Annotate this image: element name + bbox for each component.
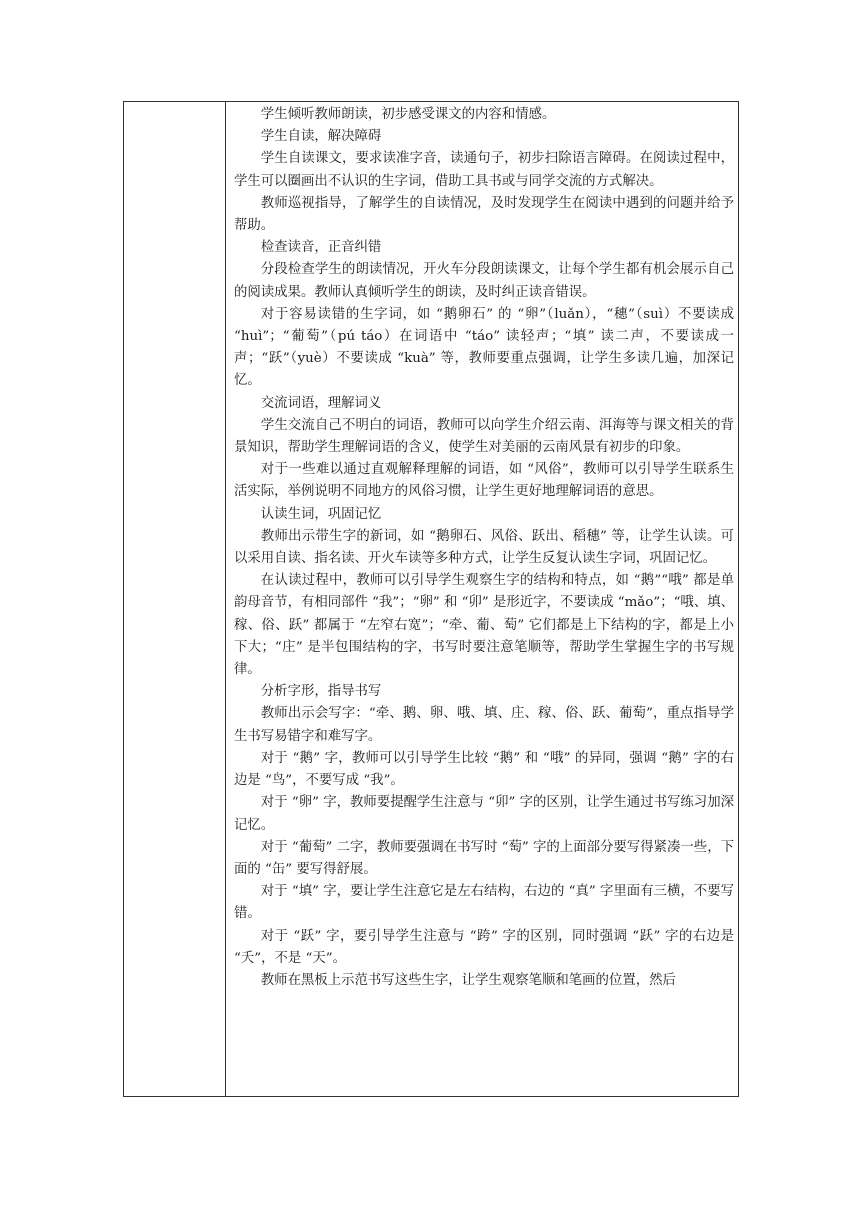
paragraph: 对于 “跃” 字，要引导学生注意与 “跨” 字的区别，同时强调 “跃” 字的右边是 “夭”，不是 “天”。 <box>234 928 734 966</box>
paragraph: 对于 “鹅” 字，教师可以引导学生比较 “鹅” 和 “哦” 的异同，强调 “鹅” 字的右边是 “鸟”，不要写成 “我”。 <box>234 750 734 789</box>
section-heading: 认读生词，巩固记忆 <box>260 506 382 522</box>
paragraph: 对于 “卵” 字，教师要提醒学生注意与 “卯” 字的区别，让学生通过书写练习加深记忆。 <box>234 795 734 833</box>
table-row <box>124 102 739 1097</box>
section-heading: 学生自读，解决障碍 <box>260 129 382 145</box>
section-heading: 交流词语，理解词义 <box>260 395 382 411</box>
paragraph: 对于容易读错的生字词，如 “鹅卵石” 的 “卵”（luǎn），“穗”（suì）不要读成 “huì”；“葡萄”（pú táo）在词语中 “táo” 读轻声；“填” 读二声，不要读成一声；“跃”（yuè）不要读成 “kuà” 等，教师要重点强调，让学生多读几遍，加深记忆。 <box>234 306 734 389</box>
section-heading: 检查读音，正音纠错 <box>260 240 382 256</box>
paragraph: 在认读过程中，教师可以引导学生观察生字的结构和特点，如 “鹅”“哦” 都是单韵母音节，有相同部件 “我”；“卵” 和 “卯” 是形近字，不要读成 “mǎo”；“哦、填、稼、俗、跃” 都属于 “左窄右宽”；“牵、葡、萄” 它们都是上下结构的字，都是上小下大；“庄” 是半包围结构的字，书写时要注意笔顺等，帮助学生掌握生字的书写规律。 <box>234 573 734 678</box>
paragraph: 对于 “葡萄” 二字，教师要强调在书写时 “萄” 字的上面部分要写得紧凑一些，下面的 “缶” 要写得舒展。 <box>234 839 734 877</box>
table-left-cell <box>124 102 226 1097</box>
lesson-plan-table <box>123 101 739 1097</box>
table-right-cell <box>226 102 739 1097</box>
paragraph: 教师巡视指导，了解学生的自读情况，及时发现学生在阅读中遇到的问题并给予帮助。 <box>234 195 734 234</box>
paragraph: 学生交流自己不明白的词语，教师可以向学生介绍云南、洱海等与课文相关的背景知识，帮助学生理解词语的含义，使学生对美丽的云南风景有初步的印象。 <box>234 417 734 456</box>
section-heading: 分析字形，指导书写 <box>260 684 382 700</box>
paragraph: 对于 “填” 字，要让学生注意它是左右结构，右边的 “真” 字里面有三横，不要写错。 <box>234 884 734 922</box>
paragraph: 教师在黑板上示范书写这些生字，让学生观察笔顺和笔画的位置，然后 <box>260 972 676 988</box>
paragraph: 对于一些难以通过直观解释理解的词语，如 “风俗”，教师可以引导学生联系生活实际，举例说明不同地方的风俗习惯，让学生更好地理解词语的意思。 <box>234 462 734 500</box>
paragraph: 学生倾听教师朗读，初步感受课文的内容和情感。 <box>260 107 556 122</box>
paragraph: 教师出示带生字的新词，如 “鹅卵石、风俗、跃出、稻穗” 等，让学生认读。可以采用自读、指名读、开火车读等多种方式，让学生反复认读生字词，巩固记忆。 <box>234 528 734 567</box>
paragraph: 教师出示会写字：“牵、鹅、卵、哦、填、庄、稼、俗、跃、葡萄”，重点指导学生书写易错字和难写字。 <box>234 706 734 744</box>
paragraph: 学生自读课文，要求读准字音，读通句子，初步扫除语言障碍。在阅读过程中，学生可以圈画出不认识的生字词，借助工具书或与同学交流的方式解决。 <box>234 151 734 189</box>
paragraph: 分段检查学生的朗读情况，开火车分段朗读课文，让每个学生都有机会展示自己的阅读成果。教师认真倾听学生的朗读，及时纠正读音错误。 <box>234 262 734 300</box>
lesson-content <box>226 102 738 1096</box>
